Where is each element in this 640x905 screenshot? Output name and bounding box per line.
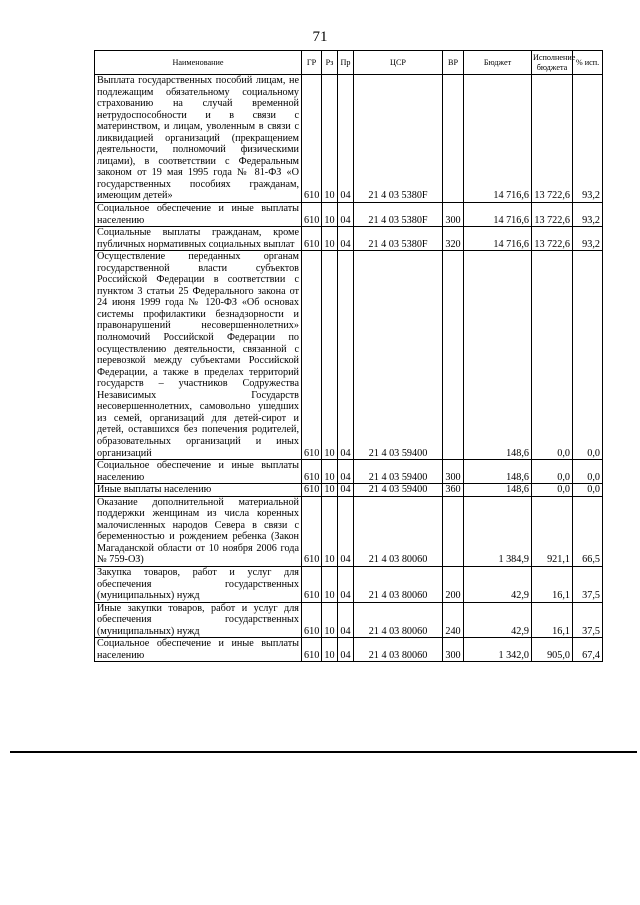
row-vr: 300 (443, 638, 464, 662)
row-vr (443, 496, 464, 566)
row-csr: 21 4 03 59400 (354, 251, 443, 460)
budget-table (94, 50, 603, 662)
header-vr: ВР (443, 51, 464, 75)
table-row (95, 75, 603, 203)
row-gr: 610 (302, 484, 322, 497)
row-percent: 37,5 (573, 566, 603, 602)
row-pr: 04 (338, 638, 354, 662)
row-csr: 21 4 03 5380F (354, 75, 443, 203)
row-rz: 10 (322, 602, 338, 638)
row-budget: 1 384,9 (464, 496, 532, 566)
row-gr: 610 (302, 460, 322, 484)
row-budget: 14 716,6 (464, 75, 532, 203)
row-rz: 10 (322, 566, 338, 602)
row-execution: 921,1 (532, 496, 573, 566)
row-rz: 10 (322, 496, 338, 566)
row-csr: 21 4 03 59400 (354, 484, 443, 497)
row-percent: 93,2 (573, 227, 603, 251)
row-csr: 21 4 03 59400 (354, 460, 443, 484)
row-percent: 66,5 (573, 496, 603, 566)
row-gr: 610 (302, 75, 322, 203)
row-execution: 0,0 (532, 460, 573, 484)
row-name: Оказание дополнительной материальной поддержки женщинам из числа коренных малочисленных народов Севера в связи с беременностью и рождением ребенка (Закон Магаданской области от 10 ноября 2006 года № 759-ОЗ) (95, 496, 302, 566)
row-vr: 200 (443, 566, 464, 602)
table-row (95, 496, 603, 566)
row-rz: 10 (322, 75, 338, 203)
row-execution: 905,0 (532, 638, 573, 662)
row-csr: 21 4 03 5380F (354, 203, 443, 227)
row-name: Осуществление переданных органам государственной власти субъектов Российской Федерации в соответствии с пунктом 3 статьи 25 Федерального закона от 24 июня 1999 года № 120-ФЗ «Об основах системы профилактики безнадзорности и правонарушений несовершеннолетних» полномочий Российской Федерации по осуществлению деятельности, связанной с перевозкой между субъектами Российской Федерации, а также в пределах территорий государств – участников Содружества Независимых Государств несовершеннолетних, самовольно ушедших из семей, организаций для детей-сирот и детей, оставшихся без попечения родителей, образовательных организаций и иных организаций (95, 251, 302, 460)
row-csr: 21 4 03 80060 (354, 566, 443, 602)
row-execution: 13 722,6 (532, 75, 573, 203)
row-percent: 0,0 (573, 460, 603, 484)
row-pr: 04 (338, 484, 354, 497)
row-gr: 610 (302, 496, 322, 566)
row-name: Выплата государственных пособий лицам, не подлежащим обязательному социальному страхованию на случай временной нетрудоспособности и в связи с материнством, и лицам, уволенным в связи с ликвидацией организаций (прекращением деятельности, полномочий физическими лицами), в соответствии с Федеральным законом от 19 мая 1995 года № 81-ФЗ «О государственных пособиях гражданам, имеющим детей» (95, 75, 302, 203)
header-csr: ЦСР (354, 51, 443, 75)
row-budget: 148,6 (464, 460, 532, 484)
row-csr: 21 4 03 80060 (354, 602, 443, 638)
row-percent: 0,0 (573, 251, 603, 460)
table-header-row (95, 51, 603, 75)
row-vr: 240 (443, 602, 464, 638)
row-percent: 67,4 (573, 638, 603, 662)
row-pr: 04 (338, 75, 354, 203)
header-name: Наименование (95, 51, 302, 75)
header-budget: Бюджет (464, 51, 532, 75)
table-row (95, 460, 603, 484)
table-row (95, 638, 603, 662)
row-execution: 16,1 (532, 566, 573, 602)
row-name: Социальное обеспечение и иные выплаты населению (95, 638, 302, 662)
header-pr: Пр (338, 51, 354, 75)
row-pr: 04 (338, 203, 354, 227)
row-vr: 300 (443, 460, 464, 484)
table-row (95, 602, 603, 638)
row-vr (443, 75, 464, 203)
row-execution: 13 722,6 (532, 203, 573, 227)
row-vr: 360 (443, 484, 464, 497)
page-divider (10, 751, 637, 753)
row-percent: 0,0 (573, 484, 603, 497)
row-name: Иные выплаты населению (95, 484, 302, 497)
row-rz: 10 (322, 227, 338, 251)
header-rz: Рз (322, 51, 338, 75)
row-budget: 42,9 (464, 602, 532, 638)
row-budget: 14 716,6 (464, 203, 532, 227)
row-budget: 148,6 (464, 251, 532, 460)
row-pr: 04 (338, 460, 354, 484)
row-gr: 610 (302, 203, 322, 227)
row-budget: 148,6 (464, 484, 532, 497)
row-rz: 10 (322, 203, 338, 227)
row-pr: 04 (338, 602, 354, 638)
table-row (95, 227, 603, 251)
row-percent: 93,2 (573, 203, 603, 227)
row-gr: 610 (302, 227, 322, 251)
row-gr: 610 (302, 251, 322, 460)
table-row (95, 251, 603, 460)
table-row (95, 484, 603, 497)
row-csr: 21 4 03 80060 (354, 638, 443, 662)
row-gr: 610 (302, 602, 322, 638)
row-pr: 04 (338, 496, 354, 566)
row-vr: 320 (443, 227, 464, 251)
header-execution: Исполнение бюджета (532, 51, 573, 75)
row-execution: 13 722,6 (532, 227, 573, 251)
row-name: Социальное обеспечение и иные выплаты населению (95, 203, 302, 227)
row-csr: 21 4 03 5380F (354, 227, 443, 251)
row-rz: 10 (322, 460, 338, 484)
row-rz: 10 (322, 484, 338, 497)
table-row (95, 566, 603, 602)
header-percent: % исп. (573, 51, 603, 75)
row-pr: 04 (338, 566, 354, 602)
header-gr: ГР (302, 51, 322, 75)
row-budget: 42,9 (464, 566, 532, 602)
row-gr: 610 (302, 638, 322, 662)
row-name: Социальное обеспечение и иные выплаты населению (95, 460, 302, 484)
table-row (95, 203, 603, 227)
row-name: Социальные выплаты гражданам, кроме публичных нормативных социальных выплат (95, 227, 302, 251)
row-pr: 04 (338, 251, 354, 460)
row-budget: 1 342,0 (464, 638, 532, 662)
row-execution: 0,0 (532, 484, 573, 497)
row-vr: 300 (443, 203, 464, 227)
row-csr: 21 4 03 80060 (354, 496, 443, 566)
row-vr (443, 251, 464, 460)
row-execution: 0,0 (532, 251, 573, 460)
row-percent: 93,2 (573, 75, 603, 203)
row-name: Иные закупки товаров, работ и услуг для обеспечения государственных (муниципальных) нужд (95, 602, 302, 638)
row-execution: 16,1 (532, 602, 573, 638)
row-rz: 10 (322, 638, 338, 662)
row-pr: 04 (338, 227, 354, 251)
row-percent: 37,5 (573, 602, 603, 638)
row-budget: 14 716,6 (464, 227, 532, 251)
row-name: Закупка товаров, работ и услуг для обеспечения государственных (муниципальных) нужд (95, 566, 302, 602)
row-rz: 10 (322, 251, 338, 460)
page-number: 71 (312, 29, 328, 45)
row-gr: 610 (302, 566, 322, 602)
